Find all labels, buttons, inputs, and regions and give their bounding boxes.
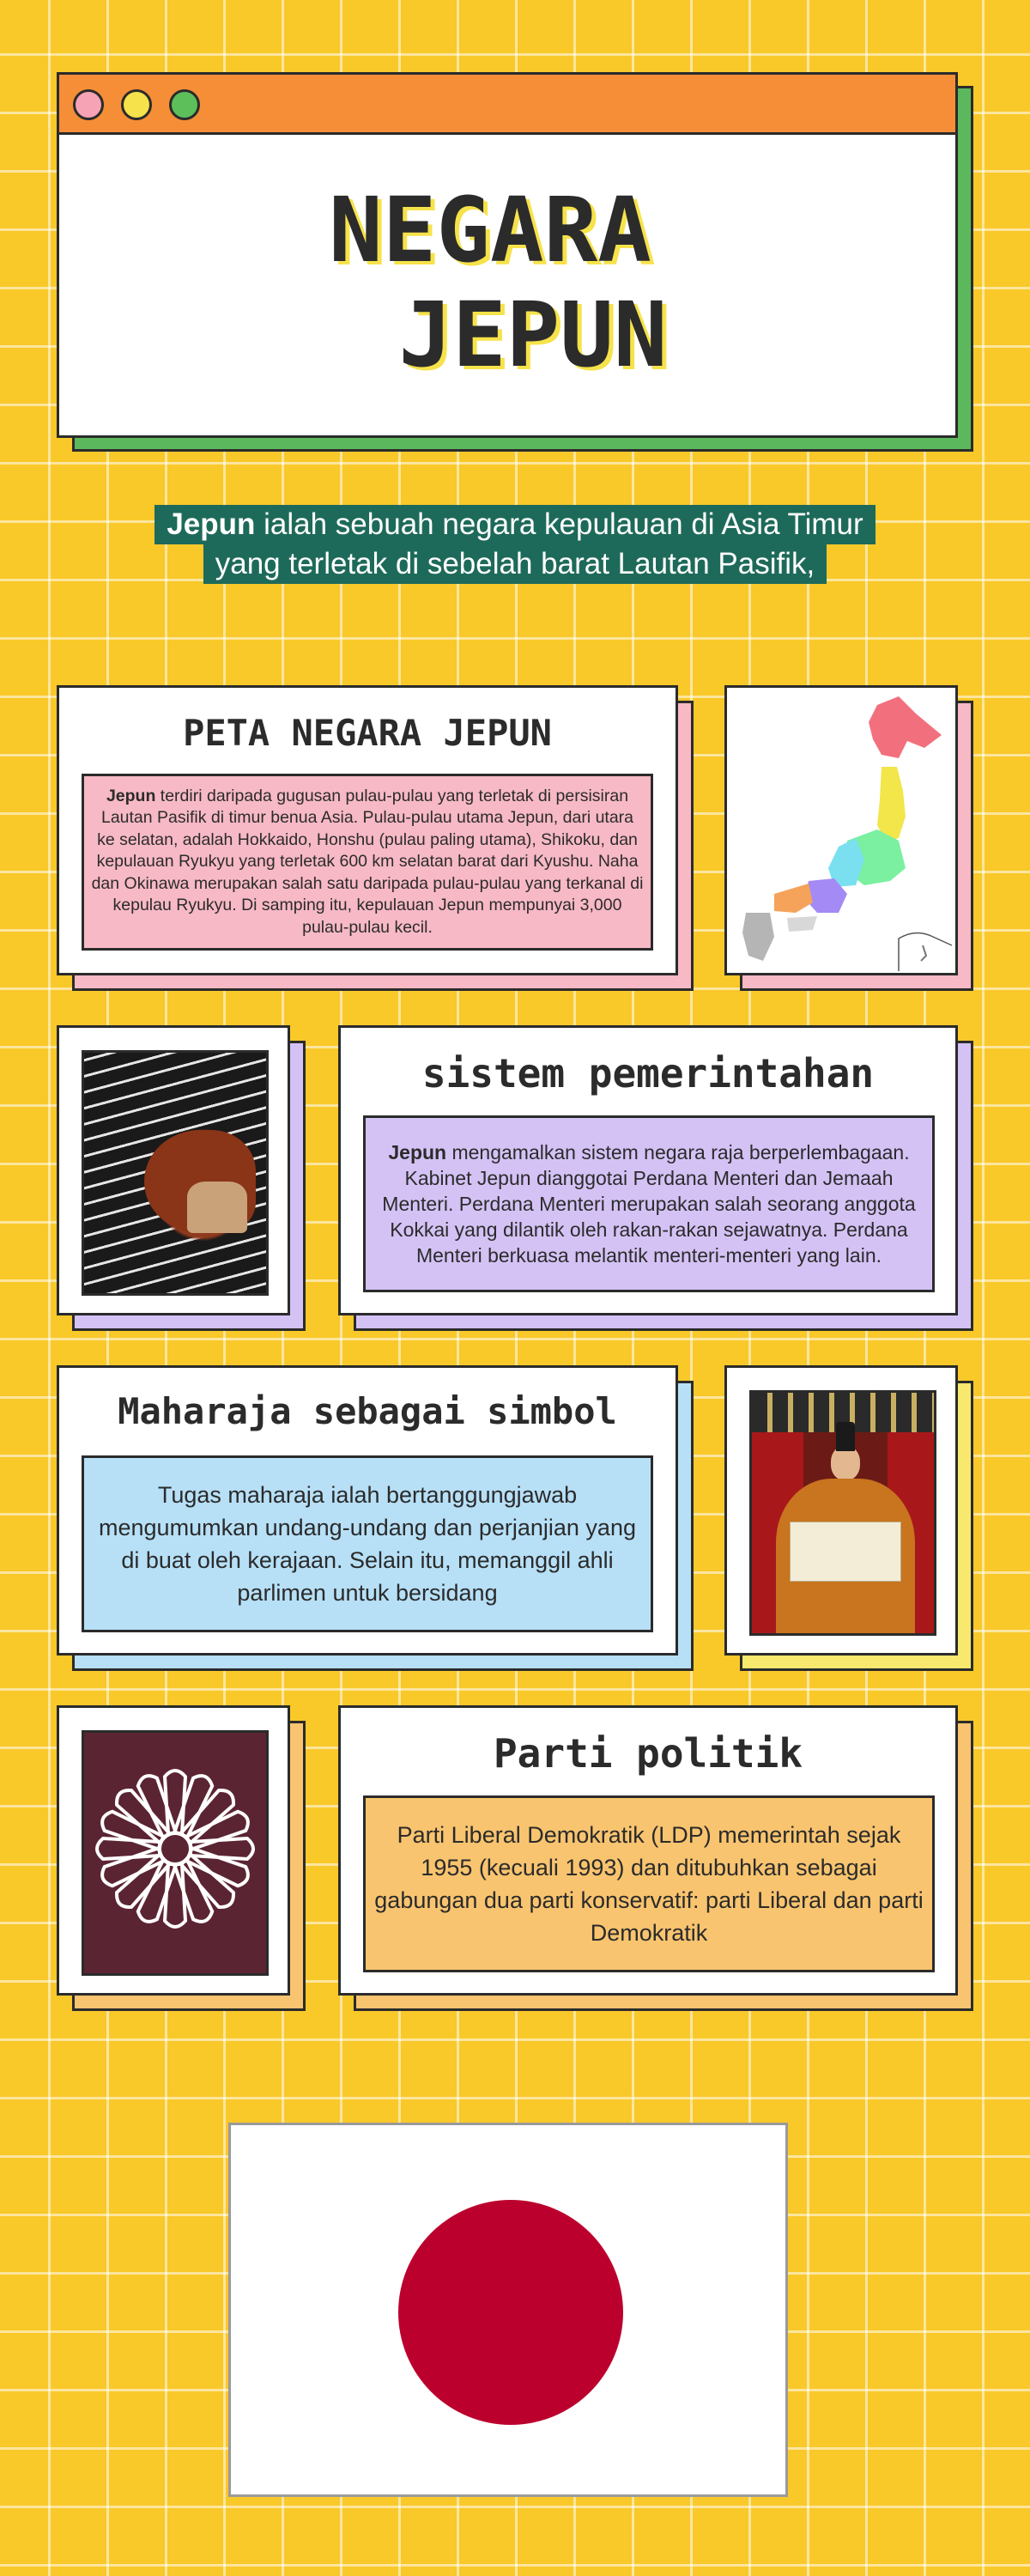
- parliament-card: [57, 1025, 290, 1315]
- maharaja-text: Tugas maharaja ialah bertanggungjawab mengumumkan undang-undang dan perjanjian yang di buat oleh kerajaan. Selain itu, memanggil ahli parlimen untuk bersidang: [99, 1482, 636, 1606]
- parti-title: Parti politik: [493, 1730, 803, 1777]
- page-title-line1: NEGARA: [329, 178, 651, 283]
- chrysanthemum-crest-icon: [84, 1733, 266, 1973]
- crest-card: [57, 1705, 290, 1996]
- intro-bold: Jepun: [167, 507, 256, 541]
- japan-flag: [228, 2123, 788, 2497]
- crest-background: [82, 1730, 269, 1976]
- intro-line-2: yang terletak di sebelah barat Lautan Pasifik,: [203, 544, 827, 584]
- emperor-scroll: [790, 1522, 901, 1582]
- flag-red-disc: [398, 2200, 623, 2425]
- sistem-title: sistem pemerintahan: [421, 1050, 875, 1097]
- parti-card: [338, 1705, 958, 1996]
- map-card: [724, 685, 958, 975]
- sistem-description: [373, 1139, 925, 1268]
- japan-map-icon: [727, 688, 955, 973]
- peta-card: [57, 685, 678, 975]
- intro-banner: [0, 505, 1030, 584]
- parliament-podium: [187, 1182, 247, 1233]
- peta-description: [91, 786, 644, 939]
- page-title: [59, 178, 955, 387]
- map-region-hokkaido: [869, 696, 942, 758]
- map-region-okinawa: [921, 945, 926, 961]
- maharaja-card: [57, 1365, 678, 1656]
- parti-text: Parti Liberal Demokratik (LDP) memerintah sejak 1955 (kecuali 1993) dan ditubuhkan sebagai gabungan dua parti konservatif: parti Liberal dan parti Demokratik: [374, 1822, 924, 1946]
- map-region-chugoku: [774, 884, 813, 913]
- crest-petal: [165, 1771, 185, 1833]
- peta-text: terdiri daripada gugusan pulau-pulau yang terletak di persisiran Lautan Pasifik di timur benua Asia. Pulau-pulau utama Jepun, dari utara ke selatan, adalah Hokkaido, Honshu (pulau paling utama), Shikoku, dan kepulauan Ryukyu yang terletak 600 km selatan barat dari Kyushu. Naha dan Okinawa merupakan salah satu daripada pulau-pulau yang terkanal di kepulau Ryukyu. Di samping itu, kepulauan Jepun mempunyai 3,000 pulau-pulau kecil.: [91, 786, 644, 937]
- peta-bold: Jepun: [106, 786, 156, 805]
- peta-text-box: [82, 774, 653, 951]
- map-region-kyushu: [742, 913, 774, 961]
- sistem-bold: Jepun: [388, 1141, 447, 1163]
- emperor-crown: [836, 1422, 855, 1451]
- sistem-card: [338, 1025, 958, 1315]
- page-title-line2: JEPUN: [398, 283, 668, 387]
- intro-line1-text: ialah sebuah negara kepulauan di Asia Timur: [255, 507, 863, 541]
- window-dot-minimize[interactable]: [121, 89, 152, 120]
- peta-title: PETA NEGARA JEPUN: [183, 712, 552, 754]
- maharaja-title: Maharaja sebagai simbol: [118, 1390, 617, 1432]
- intro-line-1: [154, 505, 875, 544]
- window-dot-close[interactable]: [73, 89, 104, 120]
- emperor-photo: [749, 1390, 936, 1636]
- header-window: [57, 72, 958, 438]
- parliament-photo: [82, 1050, 269, 1296]
- parti-text-box: [363, 1795, 935, 1972]
- sistem-text-box: [363, 1115, 935, 1292]
- sistem-text: mengamalkan sistem negara raja berperlembagaan. Kabinet Jepun dianggotai Perdana Menteri dan Jemaah Menteri. Perdana Menteri merupakan salah seorang anggota Kokkai yang dilantik oleh rakan-rakan sejawatnya. Perdana Menteri berkuasa melantik menteri-menteri yang lain.: [382, 1141, 916, 1267]
- window-title-bar: [59, 75, 955, 135]
- emperor-card: [724, 1365, 958, 1656]
- emperor-head: [831, 1446, 860, 1480]
- map-region-tohoku: [877, 767, 906, 842]
- window-dot-maximize[interactable]: [169, 89, 200, 120]
- maharaja-text-box: [82, 1455, 653, 1632]
- map-region-shikoku: [787, 916, 817, 932]
- crest-center: [160, 1833, 191, 1864]
